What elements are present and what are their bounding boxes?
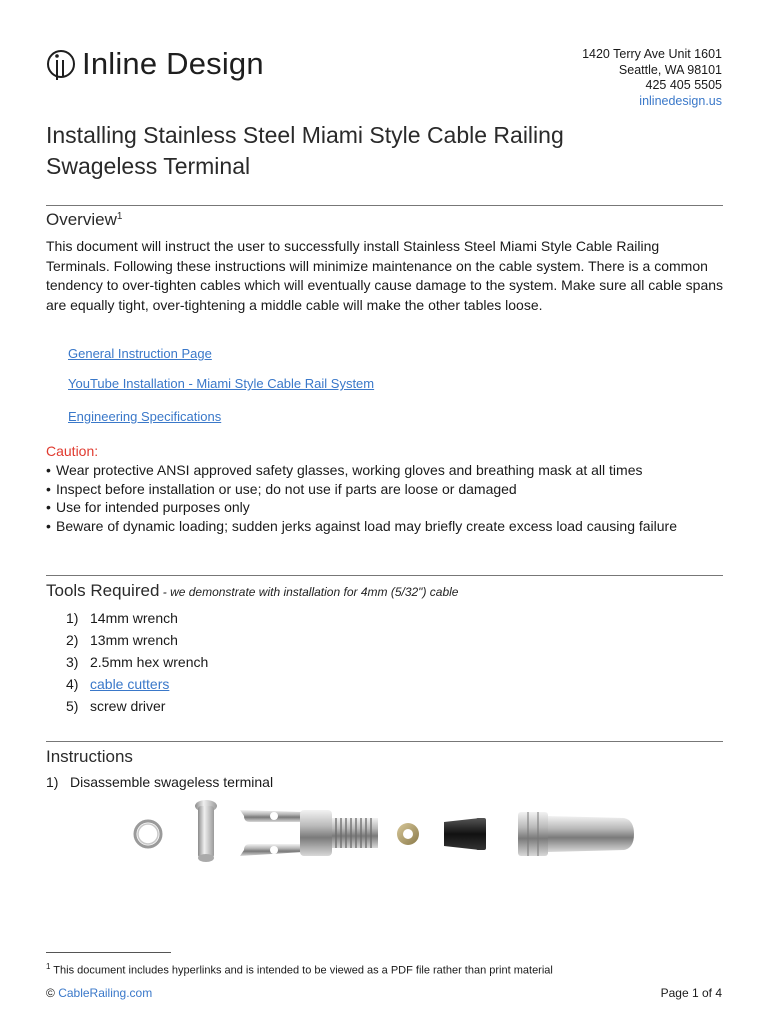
caution-label: Caution:	[46, 443, 99, 459]
footnote-divider	[46, 952, 171, 953]
list-item: 1) 14mm wrench	[66, 610, 178, 626]
inline-design-logo-icon	[46, 47, 76, 81]
split-ring-part	[135, 821, 161, 847]
clevis-pin-part	[195, 800, 217, 862]
terminal-parts-image	[128, 792, 658, 870]
tools-heading: Tools Required - we demonstrate with installation for 4mm (5/32") cable	[46, 581, 459, 600]
copyright-icon: ©	[46, 986, 55, 1000]
address-line: 1420 Terry Ave Unit 1601	[582, 47, 722, 61]
page-number: Page 1 of 4	[660, 986, 722, 1000]
company-name: Inline Design	[82, 46, 264, 81]
list-item: • Wear protective ANSI approved safety glasses, working gloves and breathing mask at all times	[46, 462, 643, 478]
footnote: $^1$ This document includes hyperlinks and is intended to be viewed as a PDF file rather than print material	[46, 962, 553, 977]
general-instruction-link[interactable]: General Instruction Page	[68, 346, 212, 361]
list-item: 5) screw driver	[66, 698, 166, 714]
company-logo	[46, 46, 264, 82]
section-divider	[46, 741, 723, 742]
overview-text: This document will instruct the user to successfully install Stainless Steel Miami Style Cable Railing Terminals. Following these instructions will minimize maintenance on the cable system. There is a common tendency to over-tighten cables which will eventually cause damage to the system. Make sure all cable spans are equally tight, over-tightening a middle cable will make the other tables loose.	[46, 238, 724, 313]
caution-list	[46, 461, 726, 535]
list-item: 2) 13mm wrench	[66, 632, 178, 648]
list-item: • Inspect before installation or use; do not use if parts are loose or damaged	[46, 480, 517, 497]
washer-part	[397, 823, 419, 845]
instructions-heading: Instructions	[46, 747, 133, 766]
phone-number: 425 405 5505	[645, 78, 722, 92]
youtube-installation-link[interactable]: YouTube Installation - Miami Style Cable Rail System	[68, 376, 375, 391]
tools-note: - we demonstrate with installation for 4mm (5/32") cable	[159, 585, 459, 599]
list-item: 4) cable cutters	[66, 676, 170, 692]
collet-part	[444, 818, 486, 850]
company-address	[582, 47, 722, 109]
list-item: 3) 2.5mm hex wrench	[66, 654, 209, 670]
end-cap-part	[518, 812, 634, 856]
section-divider	[46, 205, 723, 206]
overview-heading: Overview$^1$	[46, 210, 123, 229]
footer-copyright	[46, 986, 152, 1000]
cablerailing-link[interactable]: CableRailing.com	[58, 986, 153, 1000]
website-link[interactable]: inlinedesign.us	[639, 93, 722, 108]
list-item: • Beware of dynamic loading; sudden jerks against load may briefly create excess load causing failure	[46, 517, 678, 534]
tools-list	[66, 607, 208, 717]
engineering-specifications-link[interactable]: Engineering Specifications	[68, 409, 222, 424]
section-divider	[46, 575, 723, 576]
address-line: Seattle, WA 98101	[618, 62, 722, 77]
instruction-step: 1) Disassemble swageless terminal	[46, 774, 274, 790]
jaw-fitting-part	[240, 810, 378, 856]
list-item: • Use for intended purposes only	[46, 499, 250, 515]
footnote-marker: 1	[116, 211, 123, 222]
document-title: Installing Stainless Steel Miami Style Cable Railing Swageless Terminal	[46, 122, 564, 179]
cable-cutters-link[interactable]: cable cutters	[90, 676, 170, 692]
